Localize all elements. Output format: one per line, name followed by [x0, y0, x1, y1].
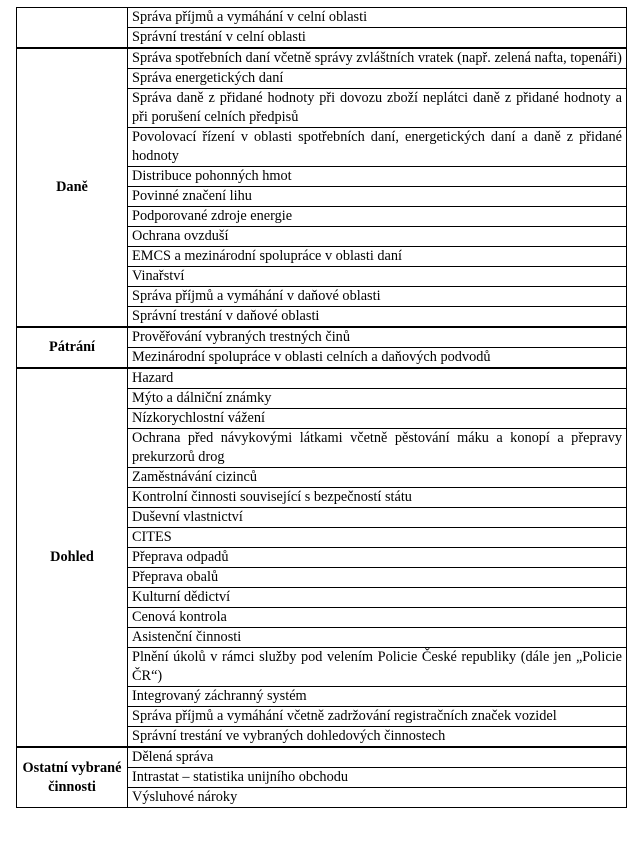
table-row: [17, 368, 627, 389]
activity-cell: Správa příjmů a vymáhání včetně zadržování registračních značek vozidel: [128, 707, 627, 727]
activity-cell: Správa daně z přidané hodnoty při dovozu zboží neplátci daně z přidané hodnoty a při porušení celních předpisů: [128, 89, 627, 128]
activity-cell: Správa energetických daní: [128, 69, 627, 89]
activity-cell: Ochrana ovzduší: [128, 227, 627, 247]
activity-cell: Povolovací řízení v oblasti spotřebních daní, energetických daní a daně z přidané hodnoty: [128, 128, 627, 167]
activity-cell: Správa spotřebních daní včetně správy zvláštních vratek (např. zelená nafta, topenáři): [128, 48, 627, 69]
activity-cell: Plnění úkolů v rámci služby pod velením Policie České republiky (dále jen „Policie ČR“): [128, 648, 627, 687]
activity-cell: Kulturní dědictví: [128, 588, 627, 608]
table-row: [17, 8, 627, 28]
category-cell: Pátrání: [17, 327, 128, 368]
category-cell: [17, 8, 128, 49]
activity-cell: Prověřování vybraných trestných činů: [128, 327, 627, 348]
activity-cell: Dělená správa: [128, 747, 627, 768]
activity-cell: Intrastat – statistika unijního obchodu: [128, 768, 627, 788]
agenda-table-body: [17, 8, 627, 808]
activity-cell: Správní trestání ve vybraných dohledových činnostech: [128, 727, 627, 748]
document-page: [16, 7, 627, 808]
table-row: [17, 327, 627, 348]
activity-cell: Správní trestání v celní oblasti: [128, 28, 627, 49]
category-cell: Dohled: [17, 368, 128, 747]
activity-cell: Ochrana před návykovými látkami včetně pěstování máku a konopí a přepravy prekurzorů drog: [128, 429, 627, 468]
activity-cell: Povinné značení lihu: [128, 187, 627, 207]
activity-cell: Správní trestání v daňové oblasti: [128, 307, 627, 328]
category-cell: Ostatní vybrané činnosti: [17, 747, 128, 808]
activity-cell: Distribuce pohonných hmot: [128, 167, 627, 187]
activity-cell: Kontrolní činnosti související s bezpečností státu: [128, 488, 627, 508]
table-row: [17, 48, 627, 69]
activity-cell: Mezinárodní spolupráce v oblasti celních a daňových podvodů: [128, 348, 627, 369]
activity-cell: Asistenční činnosti: [128, 628, 627, 648]
activity-cell: Nízkorychlostní vážení: [128, 409, 627, 429]
activity-cell: Správa příjmů a vymáhání v celní oblasti: [128, 8, 627, 28]
activity-cell: Podporované zdroje energie: [128, 207, 627, 227]
category-cell: Daně: [17, 48, 128, 327]
activity-cell: Přeprava odpadů: [128, 548, 627, 568]
agenda-table: [16, 7, 627, 808]
activity-cell: Cenová kontrola: [128, 608, 627, 628]
activity-cell: Integrovaný záchranný systém: [128, 687, 627, 707]
activity-cell: Vinařství: [128, 267, 627, 287]
activity-cell: Mýto a dálniční známky: [128, 389, 627, 409]
activity-cell: CITES: [128, 528, 627, 548]
activity-cell: EMCS a mezinárodní spolupráce v oblasti daní: [128, 247, 627, 267]
activity-cell: Přeprava obalů: [128, 568, 627, 588]
activity-cell: Výsluhové nároky: [128, 788, 627, 808]
activity-cell: Zaměstnávání cizinců: [128, 468, 627, 488]
table-row: [17, 747, 627, 768]
activity-cell: Hazard: [128, 368, 627, 389]
activity-cell: Správa příjmů a vymáhání v daňové oblasti: [128, 287, 627, 307]
activity-cell: Duševní vlastnictví: [128, 508, 627, 528]
